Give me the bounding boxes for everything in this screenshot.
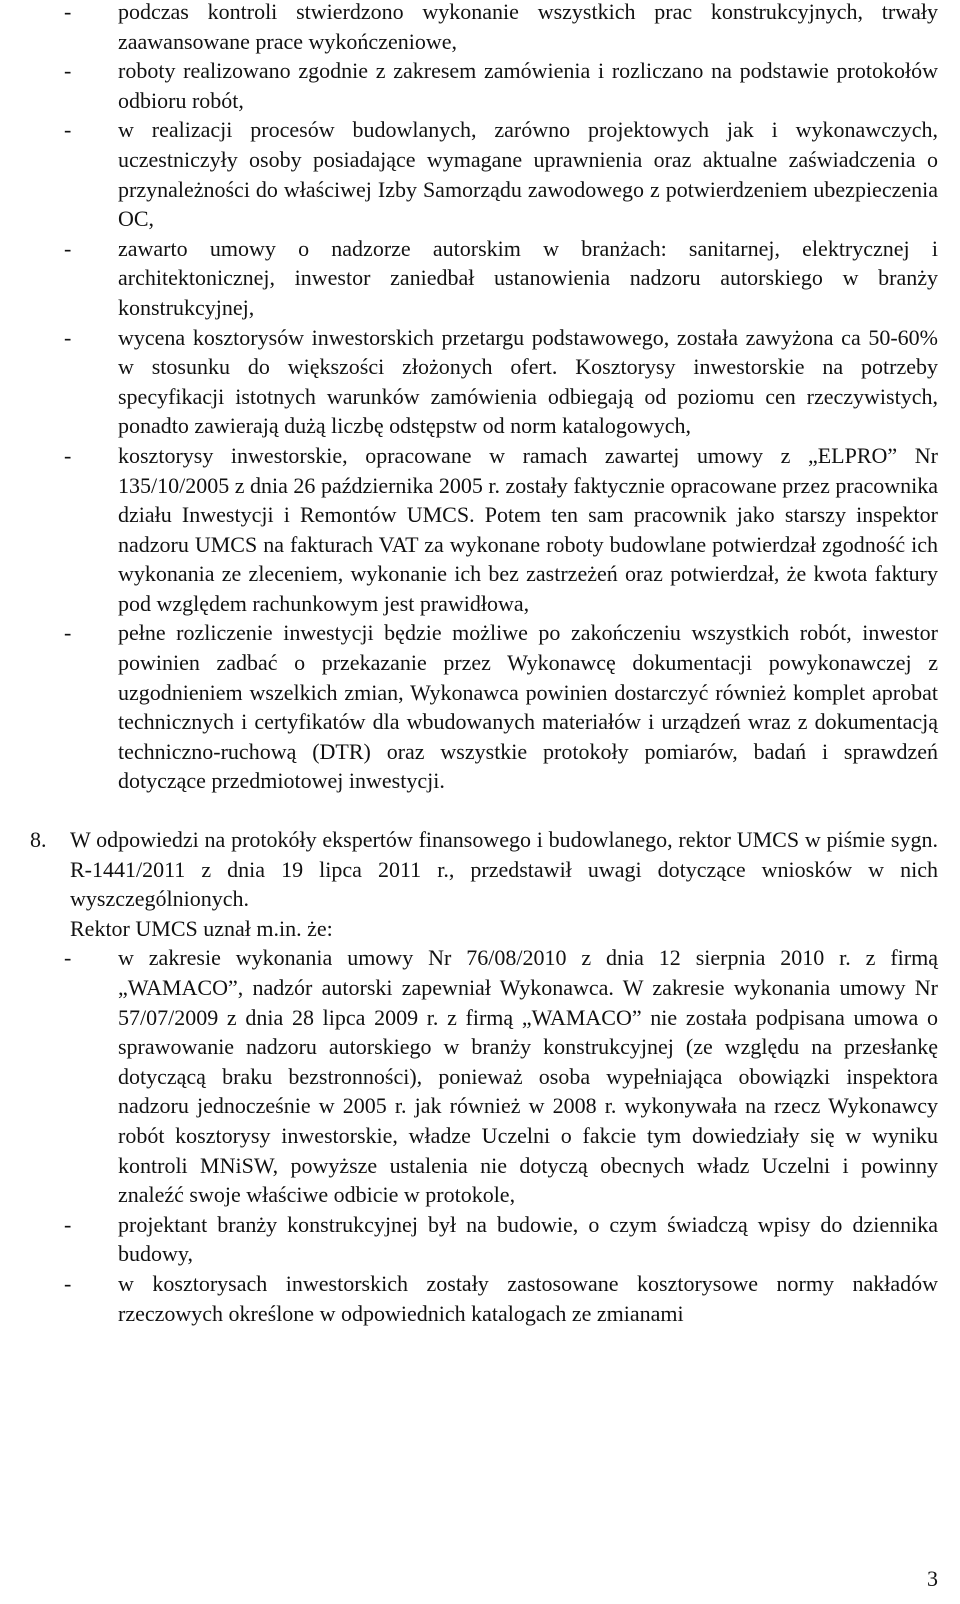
section-8 (0, 825, 960, 914)
list-item (0, 943, 960, 1209)
list-item-text: podczas kontroli stwierdzono wykonanie wszystkich prac konstrukcyjnych, trwały zaawansowane prace wykończeniowe, (118, 0, 938, 54)
section-number: 8. (30, 827, 47, 853)
list-item (0, 441, 960, 619)
list-item (0, 0, 960, 56)
list-dash: - (64, 1211, 72, 1237)
list-dash: - (64, 442, 72, 468)
list-dash: - (64, 324, 72, 350)
list-item (0, 323, 960, 441)
list-item-text: pełne rozliczenie inwestycji będzie możliwe po zakończeniu wszystkich robót, inwestor powinien zadbać o przekazanie przez Wykonawcę dokumentacji powykonawczej z uzgodnieniem wszelkich zmian, Wykonawca powinien dostarczyć również komplet aprobat technicznych i certyfikatów dla wbudowanych materiałów i urządzeń wraz z dokumentacją techniczno-ruchową (DTR) oraz wszystkie protokoły pomiarów, badań i sprawdzeń dotyczące przedmiotowej inwestycji. (118, 620, 938, 794)
list-item (0, 56, 960, 115)
list-item-text: roboty realizowano zgodnie z zakresem zamówienia i rozliczano na podstawie protokołów odbioru robót, (118, 58, 938, 113)
paragraph-gap (0, 796, 960, 825)
list-item (0, 234, 960, 323)
list-item-text: zawarto umowy o nadzorze autorskim w branżach: sanitarnej, elektrycznej i architektonicznej, inwestor zaniedbał ustanowienia nadzoru autorskiego w branży konstrukcyjnej, (118, 235, 938, 320)
list-item (0, 1210, 960, 1269)
list-item-text: w zakresie wykonania umowy Nr 76/08/2010 z dnia 12 sierpnia 2010 r. z firmą „WAMACO”, nadzór autorski zapewniał Wykonawca. W zakresie wykonania umowy Nr 57/07/2009 z dnia 28 lipca 2009 r. z firmą „WAMACO” nie została podpisana umowa o sprawowanie nadzoru autorskiego w branży konstrukcyjnej (ze względu na przesłankę dotyczącą braku bezstronności), ponieważ osoba wypełniająca obowiązki inspektora nadzoru jednocześnie w 2005 r. jak również w 2008 r. wykonywała na rzecz Wykonawcy robót kosztorysy inwestorskie, władze Uczelni o fakcie tym dowiedziały się w wyniku kontroli MNiSW, powyższe ustalenia nie dotyczą obecnych władz Uczelni i powinny znaleźć swoje właściwe odbicie w protokole, (118, 945, 938, 1208)
list-item (0, 115, 960, 233)
list-item-text: w kosztorysach inwestorskich zostały zastosowane kosztorysowe normy nakładów rzeczowych określone w odpowiednich katalogach ze zmianami (118, 1270, 938, 1326)
list-item (0, 1269, 960, 1328)
list-dash: - (64, 945, 72, 971)
list-item-text: w realizacji procesów budowlanych, zarówno projektowych jak i wykonawczych, uczestniczyły osoby posiadające wymagane uprawnienia oraz aktualne zaświadczenia o przynależności do właściwej Izby Samorządu zawodowego z potwierdzeniem ubezpieczenia OC, (118, 117, 938, 232)
list-item (0, 618, 960, 796)
list-item-text: projektant branży konstrukcyjnej był na budowie, o czym świadczą wpisy do dziennika budowy, (118, 1211, 938, 1267)
list-dash: - (64, 1270, 72, 1296)
section-intro: Rektor UMCS uznał m.in. że: (70, 915, 333, 941)
list-item-text: kosztorysy inwestorskie, opracowane w ramach zawartej umowy z „ELPRO” Nr 135/10/2005 z dnia 26 października 2005 r. zostały faktycznie opracowane przez pracownika działu Inwestycji i Remontów UMCS. Potem ten sam pracownik jako starszy inspektor nadzoru UMCS na fakturach VAT za wykonane roboty budowlane potwierdzał zgodność ich wykonania ze zleceniem, wykonanie ich bez zastrzeżeń oraz potwierdzał, że kwota faktury pod względem rachunkowym jest prawidłowa, (118, 442, 938, 616)
list-dash: - (64, 117, 72, 143)
list-dash: - (64, 58, 72, 84)
page-number: 3 (927, 1566, 938, 1592)
list-dash: - (64, 235, 72, 261)
list-dash: - (64, 620, 72, 646)
list-dash: - (64, 0, 72, 24)
section-text: W odpowiedzi na protokóły ekspertów finansowego i budowlanego, rektor UMCS w piśmie sygn. R-1441/2011 z dnia 19 lipca 2011 r., przedstawił uwagi dotyczące wniosków w nich wyszczególnionych. (70, 827, 938, 912)
list-item-text: wycena kosztorysów inwestorskich przetargu podstawowego, została zawyżona ca 50-60% w stosunku do większości złożonych ofert. Kosztorysy inwestorskie na potrzeby specyfikacji istotnych warunków zamówienia odbiegają od poziomu cen rzeczywistych, ponadto zawierają dużą liczbę odstępstw od norm katalogowych, (118, 324, 938, 439)
